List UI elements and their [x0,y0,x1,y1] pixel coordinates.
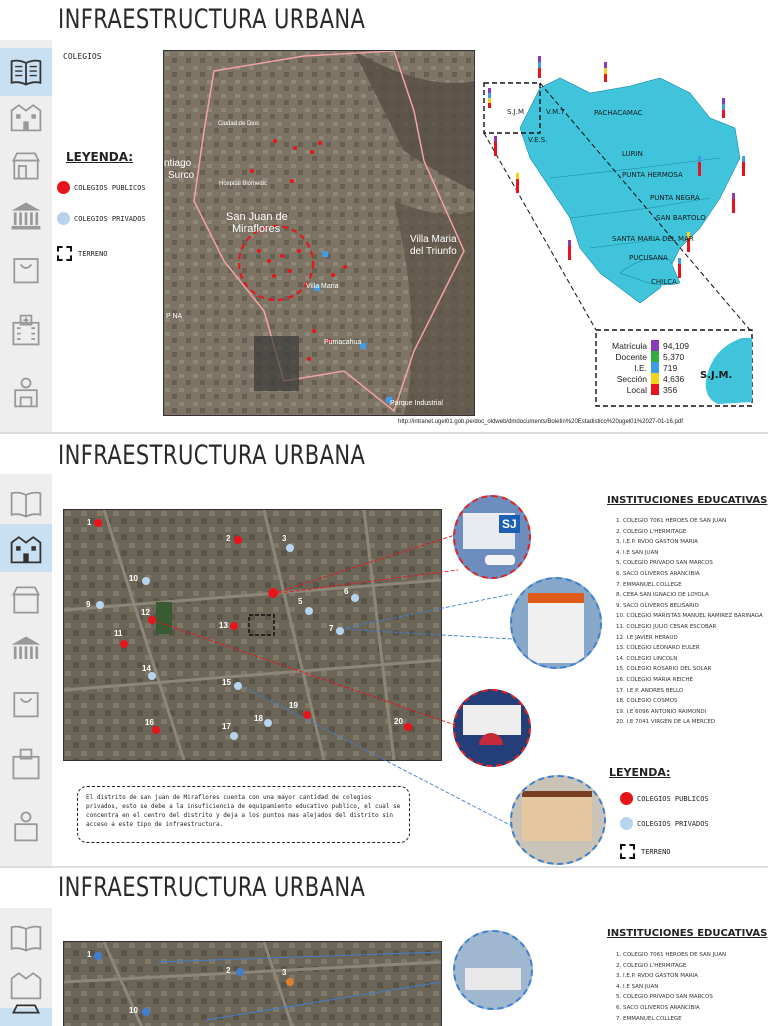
photo-building [522,791,592,841]
school-photo-2[interactable] [510,577,602,669]
legend-private: COLEGIOS PRIVADOS [620,817,709,830]
institutions-title: INSTITUCIONES EDUCATIVAS [607,495,768,506]
list-item: 14. COLEGIO LINCOLN [616,655,678,662]
school-marker-20[interactable] [404,723,412,731]
school-marker-18[interactable] [264,719,272,727]
institutions-list [616,950,726,1024]
institution-icon[interactable] [4,194,48,238]
list-item: 2. COLEGIO L'HERMITAGE [616,962,687,969]
schools-map-drawing [64,942,441,1026]
list-item: 1. COLEGIO 7061 HEROES DE SAN JUAN [616,952,727,958]
institutions-title: INSTITUCIONES EDUCATIVAS [607,928,768,939]
school-marker-12[interactable] [148,616,156,624]
matricula-color [651,340,659,351]
list-item: 8. CEBA SAN IGNACIO DE LOYOLA [616,592,709,599]
school-marker-14[interactable] [148,672,156,680]
list-item: 12. I.E JAVIER HERAUD [616,634,678,641]
source-link[interactable]: http://intranet.ugel01.gob.pe/doc_oldweb/dmdocuments/Boletin%20Estadistico%20ugel01%2027-01-16.pdf [398,419,683,425]
list-item: 7. EMMANUEL COLLEGE [616,1015,682,1022]
book-icon[interactable] [4,916,48,960]
list-item: 3. I.E.P. RVDO GASTON MARIA [616,539,698,546]
legend-terreno: TERRENO [57,246,108,261]
legend-public: COLEGIOS PUBLICOS [57,181,146,194]
slide-title: INFRAESTRUCTURA URBANA [58,440,366,471]
satellite-map[interactable] [163,50,475,416]
legend-public: COLEGIOS PUBLICOS [620,792,709,805]
satellite-map-drawing [164,51,474,415]
list-item: 3. I.E.P. RVDO GASTON MARIA [616,973,698,980]
zone-chilca: CHILCA [651,278,677,286]
private-dot-icon [57,212,70,225]
shopping-bag-icon[interactable] [4,246,48,290]
map-label-vmt-2: del Triunfo [410,246,457,257]
docente-color [651,351,659,362]
stats-zone-label: S.J.M. [700,370,733,381]
list-item: 19. I.E 6096 ANTONIO RAIMONDI [616,708,707,715]
seccion-color [651,373,659,384]
legend-private: COLEGIOS PRIVADOS [57,212,146,225]
list-item: 20. I.E 7041 VIRGEN DE LA MERCED [616,719,716,726]
map-label-surco-1: ntiago [164,158,192,169]
legend-title: LEYENDA: [609,766,671,779]
list-item: 16. COLEGIO MARIA REICHE [616,676,693,683]
slide-1 [0,0,768,432]
photo-building [528,593,584,663]
zone-sjm: S.J.M [507,108,524,116]
list-item: 17. I.E.P. ANDRES BELLO [616,687,684,694]
school-marker-7[interactable] [336,627,344,635]
school-marker-13[interactable] [230,622,238,630]
school-marker-11[interactable] [120,640,128,648]
recreation-icon[interactable] [4,370,48,414]
sidebar [0,908,52,1026]
list-item: 2. COLEGIO L'HERMITAGE [616,528,687,535]
photo-building [463,705,521,735]
list-item: 4. I.E SAN JUAN [616,549,659,556]
list-item: 6. SACO OLIVEROS ARANCIBIA [616,1004,700,1011]
school-marker-16[interactable] [152,726,160,734]
local-color [651,384,659,395]
list-item: 5. COLEGIO PRIVADO SAN MARCOS [616,994,713,1001]
public-dot-icon [620,792,633,805]
school-marker-15[interactable] [234,682,242,690]
map-label-pena: P NA [166,313,183,320]
list-item: 1. COLEGIO 7061 HEROES DE SAN JUAN [616,518,727,524]
map-label-vmt-1: Villa Maria [410,234,457,245]
list-item: 18. COLEGIO COSMOS [616,698,678,705]
map-label-surco-2: Surco [168,170,195,181]
book-icon[interactable] [0,48,52,96]
zone-santa-maria: SANTA MARIA DEL MAR [612,235,694,243]
terreno-square-icon [620,844,635,859]
terreno-square-icon [57,246,72,261]
zone-vmt: V.M.T [546,108,565,116]
list-item: 13. COLEGIO LEONARD EULER [616,645,700,652]
school-marker-2[interactable] [236,968,244,976]
commerce-icon[interactable] [4,144,48,188]
public-dot-icon [57,181,70,194]
school-marker-2[interactable] [234,536,242,544]
list-item: 4. I.E SAN JUAN [616,983,659,990]
map-label-villa: Villa Maria [306,283,339,290]
school-marker-3[interactable] [286,544,294,552]
list-item: 5. COLEGIO PRIVADO SAN MARCOS [616,560,713,567]
list-item: 11. COLEGIO JULIO CESAR ESCOBAR [616,623,717,630]
sjm-stats-table: Matrícula 94,109 Docente 5,370 I.E. 719 Sección 4,636 Local 356 [612,340,689,395]
map-label-hospital: Hospital Biomedic [219,181,268,187]
housing-icon[interactable] [4,94,48,138]
list-item: 6. SACO OLIVEROS ARANCIBIA [616,570,700,577]
slide-3: INFRAESTRUCTURA URBANA 1 2 3 10 INSTITUCIONES EDUCATIVAS 1. COLEGIO 7061 HEROES DE SAN JUAN 2. COLEGIO L'HERMITAGE 3. I.E.P. RVDO GASTON MARIA 4. I.E SAN JUAN 5. COLEGIO PRIVADO SAN MARCOS 6. SACO OLIVEROS ARANCIBIA 7. EMMANUEL COLLEGE [0,866,768,1026]
school-marker-9[interactable] [96,601,104,609]
school-photo-1[interactable] [453,495,531,579]
zone-punta-hermosa: PUNTA HERMOSA [622,171,683,179]
list-item: 15. COLEGIO ROSARIO DEL SOLAR [616,666,712,673]
zone-ves: V.E.S. [528,136,548,144]
section-label: COLEGIOS [63,52,102,61]
school-marker-17[interactable] [230,732,238,740]
school-photo-4[interactable] [510,775,606,865]
hospital-icon[interactable] [4,308,48,352]
sidebar [0,40,52,432]
ie-color [651,362,659,373]
map-label-sjm-2: Miraflores [232,223,281,235]
zone-punta-negra: PUNTA NEGRA [650,194,700,202]
legend-title: LEYENDA: [66,150,134,164]
schools-map[interactable] [63,941,442,1026]
photo-sign: SJ [499,515,520,533]
map-label-parque: Parque Industrial [390,400,443,407]
map-label-sjm-1: San Juan de [226,211,288,223]
slide-title: INFRAESTRUCTURA URBANA [58,4,366,35]
list-item: 7. EMMANUEL COLLEGE [616,581,682,588]
school-photo-3[interactable] [453,689,531,767]
school-marker-3[interactable] [286,978,294,986]
private-dot-icon [620,817,633,830]
slide-2: INFRAESTRUCTURA URBANA 1 2 3 5 6 7 9 10 11 12 13 14 15 16 17 18 19 20 SJ INSTITUCIONES EDUCATIVAS 1. COLEGIO 7061 HEROES DE SAN JUAN 2. COLEGIO L'HERMITAGE 3. I.E.P. RVDO GASTON MARIA 4. I.E SAN JUAN 5. COLEGIO PRIVADO SAN MARCOS 6. SACO OLIVEROS ARANCIBIA 7. EMMANUEL COLLEGE 8. CEBA SAN IGNACIO DE LOYOLA 9. SACO OLIVEROS BELISARIO 10. COLEGIO MARISTAS MANUEL RAMIREZ BARINAGA 11. COLEGIO JULIO CESAR ESCOBAR 12. I.E JAVIER HERAUD 13. COLEGIO LEONARD EULER 14. COLEGIO LINCOLN 15. COLEGIO ROSARIO DEL SOLAR 16. COLEGIO MARIA REICHE 17. I.E.P. ANDRES BELLO 18. COLEGIO COSMOS 19. I.E 6096 ANTONIO RAIMONDI 20. I.E 7041 VIRGEN DE LA MERCED LEYENDA: COLEGIOS PUBLICOS COLEGIOS PRIVADOS TERRENO El distrito de san juan de Miraflores cuenta con una mayor cantidad de colegios privados, esto se debe a la insuficiencia de equipamiento educativo publico, el cual se concentra en el centro del distrito y deja a los puntos mas alejados del distrito sin acceso a este tipo de infraestructura. [0,432,768,866]
terreno-marker[interactable] [268,588,278,598]
zone-lurin: LURIN [622,150,643,158]
zone-san-bartolo: SAN BARTOLO [656,214,706,222]
slide-title: INFRAESTRUCTURA URBANA [58,872,366,903]
school-photo-1[interactable] [453,930,533,1010]
map-label-urb: Ciudad de Dios [218,121,260,127]
institutions-list [616,516,763,728]
analysis-note: El distrito de san juan de Miraflores cuenta con una mayor cantidad de colegios privados, esto se debe a la insuficiencia de equipamiento educativo publico, el cual se concentra en el centro del distrito y deja a los puntos mas alejados del distrito sin acceso a este tipo de infraestructura. [77,786,410,843]
school-marker-6[interactable] [351,594,359,602]
school-marker-10[interactable] [142,577,150,585]
list-item: 9. SACO OLIVEROS BELISARIO [616,602,699,609]
school-marker-5[interactable] [305,607,313,615]
commerce-icon[interactable] [0,1008,52,1026]
photo-car [485,555,515,565]
legend-terreno: TERRENO [620,844,671,859]
zone-pucusana: PUCUSANA [629,254,668,262]
school-marker-1[interactable] [94,952,102,960]
school-marker-19[interactable] [303,711,311,719]
map-label-pumacahua: Pumacahua [324,339,362,346]
photo-building [465,968,521,990]
zone-pachacamac: PACHACAMAC [594,109,643,117]
list-item: 10. COLEGIO MARISTAS MANUEL RAMIREZ BARINAGA [616,613,763,620]
school-marker-10[interactable] [142,1008,150,1016]
school-marker-1[interactable] [94,519,102,527]
